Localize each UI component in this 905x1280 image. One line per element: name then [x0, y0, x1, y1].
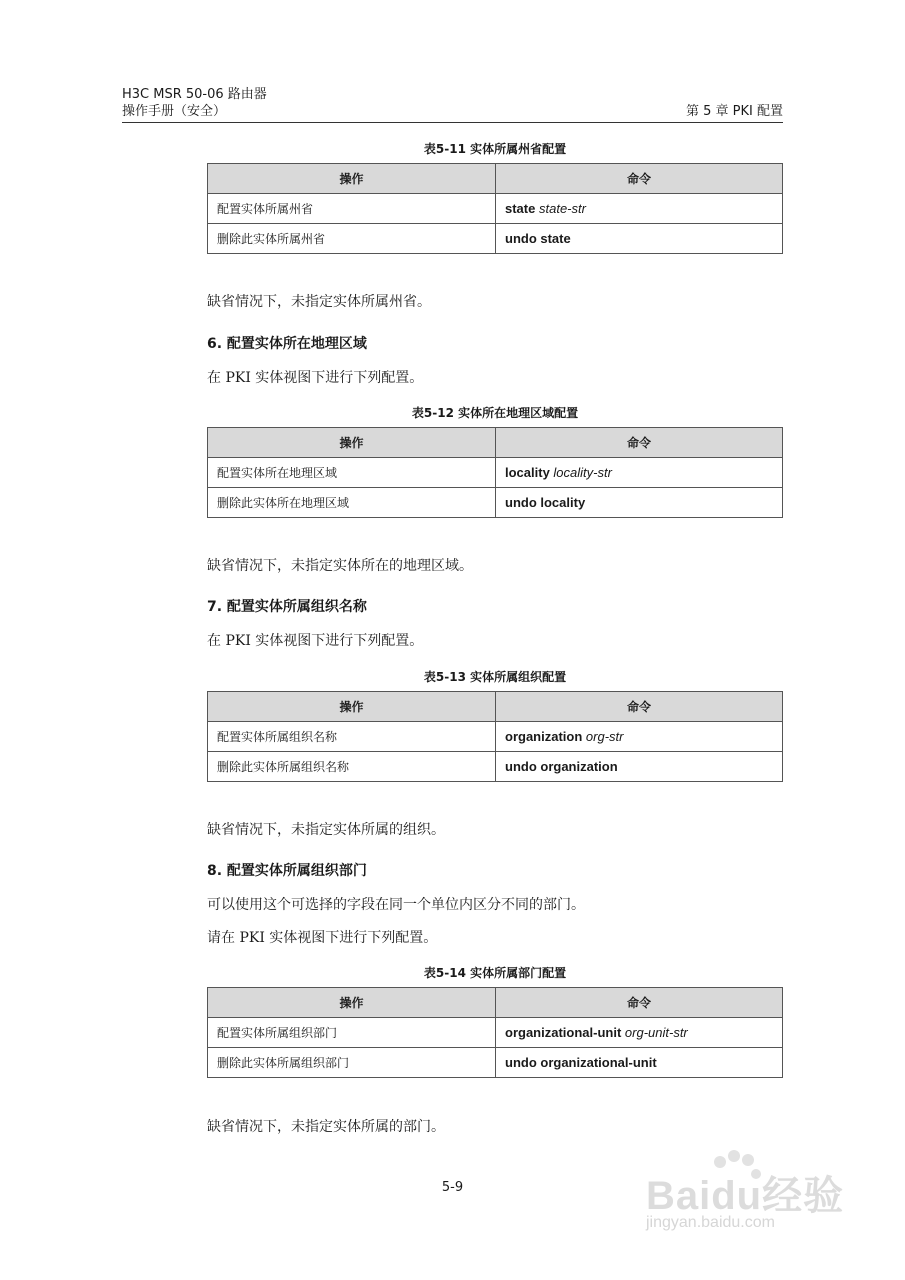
column-header-command: 命令 — [496, 164, 783, 194]
operation-cell: 删除此实体所属组织名称 — [208, 752, 496, 782]
command-argument: state-str — [538, 201, 586, 216]
column-header-command: 命令 — [496, 428, 783, 458]
command-cell — [496, 1018, 783, 1048]
paragraph: 请在 PKI 实体视图下进行下列配置。 — [207, 930, 438, 946]
config-table-unit — [207, 987, 783, 1078]
header-chapter: 第 5 章 PKI 配置 — [686, 104, 783, 119]
section-heading: 7. 配置实体所属组织名称 — [207, 599, 367, 615]
column-header-command: 命令 — [496, 692, 783, 722]
column-header-operation: 操作 — [208, 692, 496, 722]
command-argument: org-unit-str — [624, 1025, 688, 1040]
operation-cell: 配置实体所在地理区域 — [208, 458, 496, 488]
paragraph: 缺省情况下，未指定实体所属州省。 — [207, 294, 431, 310]
watermark — [636, 1150, 896, 1250]
operation-cell: 删除此实体所在地理区域 — [208, 488, 496, 518]
table-caption: 表5-11 实体所属州省配置 — [423, 142, 567, 156]
command-keyword: undo organizational-unit — [505, 1055, 657, 1070]
command-cell — [496, 752, 783, 782]
command-cell — [496, 224, 783, 254]
paragraph: 可以使用这个可选择的字段在同一个单位内区分不同的部门。 — [207, 897, 585, 913]
column-header-operation: 操作 — [208, 988, 496, 1018]
table-header-row — [208, 692, 783, 722]
header-divider — [122, 122, 783, 123]
paragraph: 缺省情况下，未指定实体所属的组织。 — [207, 822, 445, 838]
table-header-row — [208, 428, 783, 458]
table-row — [208, 488, 783, 518]
header-product: H3C MSR 50-06 路由器 — [122, 87, 267, 102]
table-caption: 表5-13 实体所属组织配置 — [423, 670, 567, 684]
command-keyword: undo state — [505, 231, 571, 246]
command-keyword: undo organization — [505, 759, 618, 774]
table-header-row — [208, 164, 783, 194]
table-row — [208, 722, 783, 752]
config-table-locality — [207, 427, 783, 518]
command-keyword: organization — [505, 729, 583, 744]
command-cell — [496, 458, 783, 488]
page-header — [122, 86, 783, 120]
column-header-operation: 操作 — [208, 428, 496, 458]
command-argument: org-str — [585, 729, 624, 744]
command-keyword: undo locality — [505, 495, 586, 510]
operation-cell: 配置实体所属组织名称 — [208, 722, 496, 752]
table-row — [208, 194, 783, 224]
table-row — [208, 458, 783, 488]
header-manual: 操作手册（安全） — [122, 104, 227, 119]
section-heading: 6. 配置实体所在地理区域 — [207, 336, 367, 352]
command-argument: locality-str — [553, 465, 612, 480]
operation-cell: 配置实体所属组织部门 — [208, 1018, 496, 1048]
watermark-brand: Baidu经验 — [646, 1174, 845, 1218]
operation-cell: 配置实体所属州省 — [208, 194, 496, 224]
table-caption: 表5-12 实体所在地理区域配置 — [411, 406, 579, 420]
page-number: 5-9 — [441, 1180, 464, 1195]
paragraph: 缺省情况下，未指定实体所在的地理区域。 — [207, 558, 473, 574]
command-keyword: locality — [505, 465, 550, 480]
operation-cell: 删除此实体所属组织部门 — [208, 1048, 496, 1078]
command-cell — [496, 194, 783, 224]
column-header-command: 命令 — [496, 988, 783, 1018]
table-row — [208, 752, 783, 782]
table-row — [208, 224, 783, 254]
table-row — [208, 1048, 783, 1078]
command-keyword: organizational-unit — [505, 1025, 622, 1040]
command-keyword: state — [505, 201, 536, 216]
column-header-operation: 操作 — [208, 164, 496, 194]
watermark-site: jingyan.baidu.com — [646, 1214, 775, 1231]
config-table-state — [207, 163, 783, 254]
paragraph: 缺省情况下，未指定实体所属的部门。 — [207, 1119, 445, 1135]
operation-cell: 删除此实体所属州省 — [208, 224, 496, 254]
command-cell — [496, 1048, 783, 1078]
config-table-organization — [207, 691, 783, 782]
table-header-row — [208, 988, 783, 1018]
paragraph: 在 PKI 实体视图下进行下列配置。 — [207, 633, 424, 649]
command-cell — [496, 488, 783, 518]
section-heading: 8. 配置实体所属组织部门 — [207, 863, 367, 879]
table-caption: 表5-14 实体所属部门配置 — [423, 966, 567, 980]
paragraph: 在 PKI 实体视图下进行下列配置。 — [207, 370, 424, 386]
command-cell — [496, 722, 783, 752]
table-row — [208, 1018, 783, 1048]
